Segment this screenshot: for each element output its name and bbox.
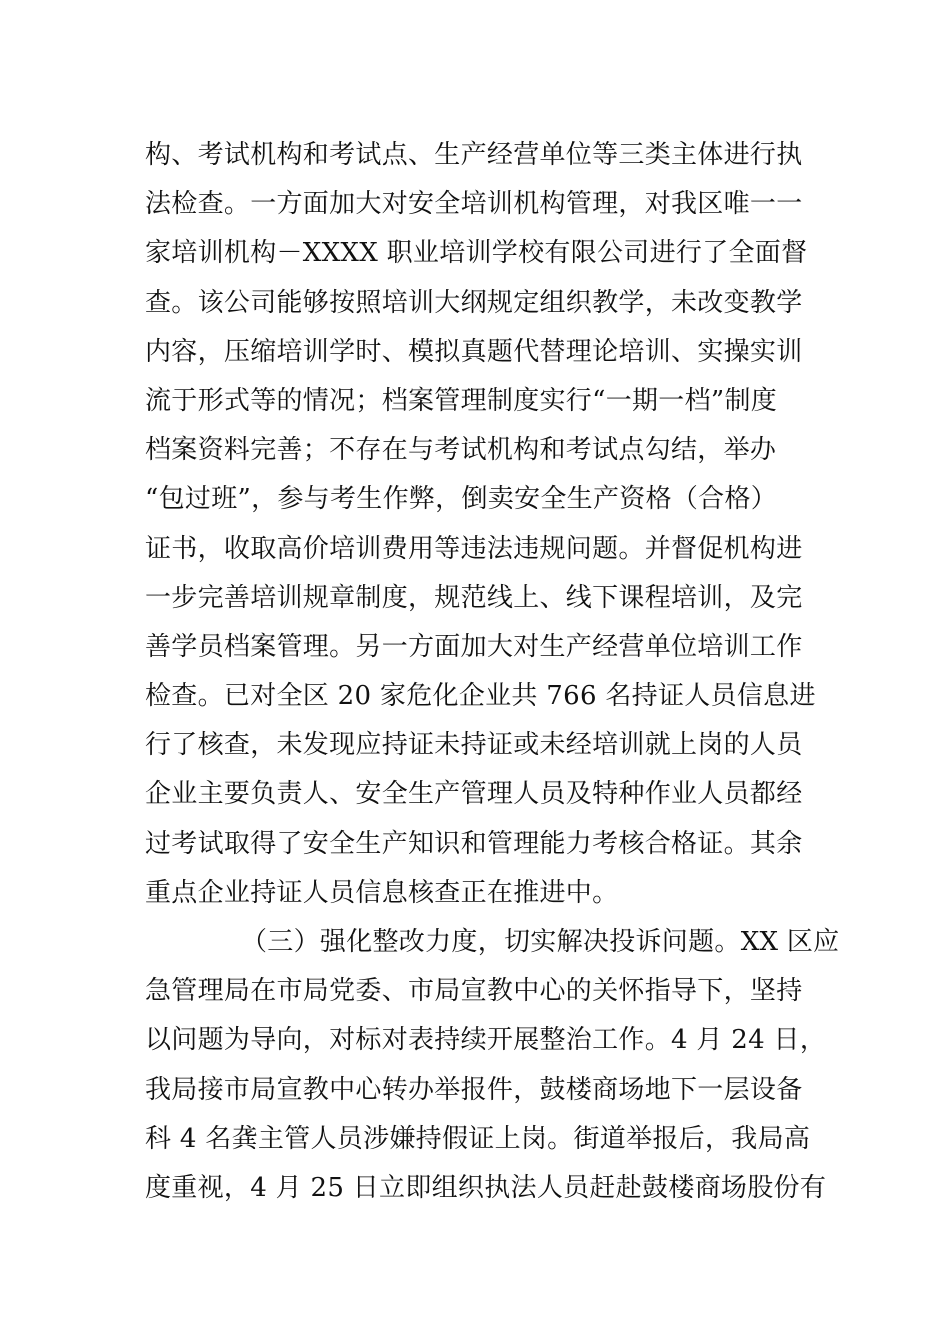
- text-line: 善学员档案管理。另一方面加大对生产经营单位培训工作: [145, 631, 803, 662]
- text-line: “包过班”，参与考生作弊，倒卖安全生产资格（合格）: [145, 484, 778, 515]
- text-line: 行了核查，未发现应持证未持证或未经培训就上岗的人员: [145, 730, 803, 761]
- text-line: 一步完善培训规章制度，规范线上、线下课程培训，及完: [145, 582, 803, 613]
- text-line: 流于形式等的情况；档案管理制度实行“一期一档”制度: [145, 385, 778, 416]
- text-line: 检查。已对全区 20 家危化企业共 766 名持证人员信息进: [145, 681, 816, 712]
- text-line: 证书，收取高价培训费用等违法违规问题。并督促机构进: [145, 533, 803, 564]
- text-line: 内容，压缩培训学时、模拟真题代替理论培训、实操实训: [145, 336, 803, 367]
- section-heading-line: （三）强化整改力度，切实解决投诉问题。XX 区应: [241, 927, 840, 957]
- text-line: 科 4 名龚主管人员涉嫌持假证上岗。街道举报后，我局高: [145, 1123, 811, 1154]
- text-line: 档案资料完善；不存在与考试机构和考试点勾结，举办: [145, 435, 777, 466]
- text-line: 企业主要负责人、安全生产管理人员及特种作业人员都经: [145, 779, 803, 810]
- text-line: 法检查。一方面加大对安全培训机构管理，对我区唯一一: [145, 189, 803, 220]
- text-line: 查。该公司能够按照培训大纲规定组织教学，未改变教学: [145, 287, 803, 318]
- text-line: 以问题为导向，对标对表持续开展整治工作。4 月 24 日，: [145, 1025, 827, 1056]
- text-line: 构、考试机构和考试点、生产经营单位等三类主体进行执: [145, 140, 803, 170]
- text-line: 度重视，4 月 25 日立即组织执法人员赶赴鼓楼商场股份有: [145, 1172, 827, 1203]
- text-line: 家培训机构－XXXX 职业培训学校有限公司进行了全面督: [145, 238, 808, 269]
- text-line: 急管理局在市局党委、市局宣教中心的关怀指导下，坚持: [145, 976, 803, 1007]
- text-line: 过考试取得了安全生产知识和管理能力考核合格证。其余: [145, 828, 803, 859]
- body-text: [145, 131, 840, 1213]
- text-line: 重点企业持证人员信息核查正在推进中。: [145, 877, 619, 908]
- text-line: 我局接市局宣教中心转办举报件，鼓楼商场地下一层设备: [145, 1074, 803, 1105]
